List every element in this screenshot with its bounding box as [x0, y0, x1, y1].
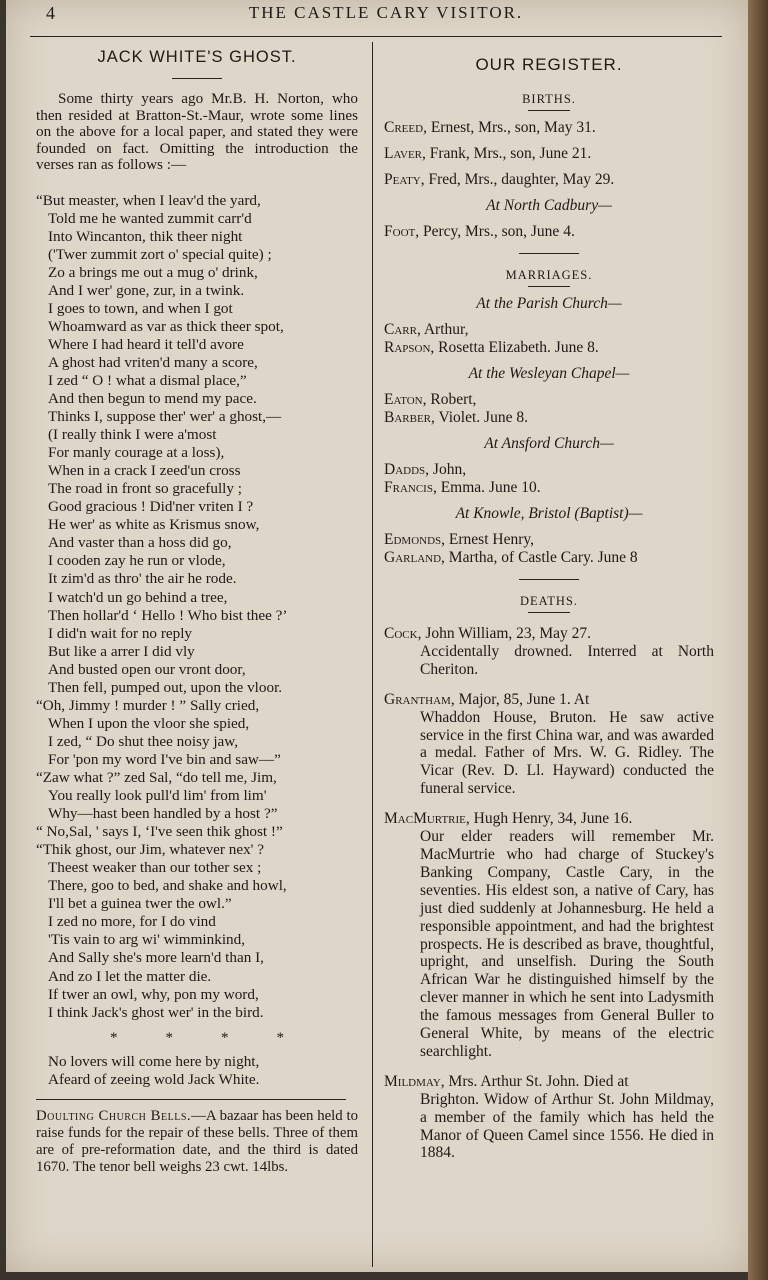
death-details: Brighton. Widow of Arthur St. John Mildmay, a member of the family which has held the Manor of Queen Camel since 1556. He died in 1884.	[420, 1090, 714, 1162]
marriage-venue: At the Parish Church—	[476, 295, 622, 312]
poem-line: And vaster than a hoss did go,	[48, 534, 232, 552]
publication-title: THE CASTLE CARY VISITOR.	[248, 3, 524, 22]
births-list	[384, 119, 714, 189]
marriage-entry	[384, 321, 714, 339]
death-first-line	[384, 625, 714, 643]
poem-line: And Sally she's more learn'd than I,	[48, 949, 264, 967]
right-column	[384, 52, 714, 1162]
marriage-venue: At Knowle, Bristol (Baptist)—	[455, 505, 643, 522]
poem-line: But like a arrer I did vly	[48, 642, 195, 660]
death-details: Whaddon House, Bruton. He saw active service in the first China war, and was awarded a medal. Father of Mrs. W. G. Ridley. The Vicar (Rev. D. Ll. Hayward) conducted the funeral service.	[420, 708, 714, 798]
entry-surname: Peaty	[384, 171, 421, 188]
title-rule	[172, 78, 222, 79]
poem-line: Then fell, pumped out, upon the vloor.	[48, 678, 283, 696]
entry-surname: Mildmay	[384, 1072, 441, 1090]
poem-line: Where I had heard it tell'd avore	[48, 335, 244, 353]
header-rule	[30, 36, 722, 37]
entry-surname: Barber	[384, 409, 432, 426]
article-title: JACK WHITE'S GHOST.	[97, 48, 297, 66]
note-text: —A bazaar has been held to raise funds for the repair of these bells. Three of them are of pre-reformation date, and the third is dated 1670. The tenor bell weighs 23 cwt. 14lbs.	[36, 1107, 358, 1175]
poem-line: A ghost had vriten'd many a score,	[48, 353, 258, 371]
entry-text: , Fred, Mrs., daughter, May 29.	[420, 171, 615, 188]
poem-line: “Zaw what ?” zed Sal, “do tell me, Jim,	[36, 769, 277, 786]
marriages-heading-text: MARRIAGES.	[505, 268, 593, 282]
entry-text: , Robert,	[422, 391, 477, 408]
entry-surname: Dadds	[384, 461, 426, 478]
poem	[36, 192, 358, 1022]
birth-entry	[384, 223, 714, 241]
poem-line: He wer' as white as Krismus snow,	[48, 516, 260, 534]
births-heading	[384, 92, 714, 111]
entry-surname: Carr	[384, 321, 417, 338]
asterisk: *	[276, 1029, 284, 1046]
asterisk: *	[221, 1029, 229, 1046]
entry-surname: Foot	[384, 223, 416, 240]
entry-surname: Cock	[384, 625, 418, 642]
marriage-entry	[384, 391, 714, 409]
deaths-heading-text: DEATHS.	[519, 594, 579, 608]
death-details: Our elder readers will remember Mr. MacMurtrie who had charge of Stuckey's Banking Company, Castle Cary, in the seventies. His eldest son, a native of Cary, has just died suddenly at Johannesburg. He held a responsible appointment, and had the brightest prospects. He is described as brave, thoughtful, upright, and unselfish. During the South African War he distinguished himself by the clever manner in which he sent into Ladysmith the famous messages from General Buller to General White, by means of the electric searchlight.	[420, 828, 714, 1060]
entry-text: , Emma. June 10.	[432, 479, 541, 496]
book-binding	[748, 0, 768, 1280]
birth-entry	[384, 119, 714, 137]
register-title: OUR REGISTER.	[475, 55, 623, 74]
entry-text: , Mrs. Arthur St. John. Died at	[440, 1072, 629, 1090]
poem-line: The road in front so gracefully ;	[48, 480, 242, 498]
entry-text: , John,	[425, 461, 467, 478]
poem-line: I zed no more, for I do vind	[48, 913, 216, 931]
marriage-entry	[384, 549, 714, 567]
poem-line: There, goo to bed, and shake and howl,	[48, 877, 287, 895]
poem-line: For manly courage at a loss),	[48, 444, 225, 462]
entry-surname: Eaton	[384, 391, 423, 408]
asterisk: *	[110, 1029, 118, 1046]
death-entry	[384, 625, 714, 679]
death-details: Accidentally drowned. Interred at North Cheriton.	[420, 642, 714, 678]
poem-closing	[36, 1053, 358, 1089]
running-head	[36, 3, 736, 25]
poem-line: “But measter, when I leav'd the yard,	[36, 191, 261, 209]
column-rule	[372, 42, 373, 1267]
births-venue: At North Cadbury—	[486, 197, 612, 214]
page-number: 4	[46, 3, 55, 23]
poem-line: I'll bet a guinea twer the owl.”	[48, 895, 232, 913]
deaths-list	[384, 625, 714, 1162]
marriage-entry	[384, 339, 714, 357]
marriage-venue: At the Wesleyan Chapel—	[468, 365, 630, 382]
births-heading-text: BIRTHS.	[522, 92, 576, 106]
marriages-list	[384, 295, 714, 567]
death-entry	[384, 1073, 714, 1163]
note-rule	[36, 1099, 346, 1100]
note-heading: Doulting Church Bells.	[36, 1107, 192, 1124]
entry-text: , Violet. June 8.	[431, 409, 528, 426]
entry-surname: Edmonds	[384, 531, 442, 548]
birth-entry	[384, 171, 714, 189]
section-rule	[519, 253, 579, 254]
poem-line: Then hollar'd ‘ Hello ! Who bist thee ?’	[48, 606, 288, 624]
poem-line: “Thik ghost, our Jim, whatever nex' ?	[36, 841, 264, 859]
poem-line: “Oh, Jimmy ! murder ! ” Sally cried,	[36, 696, 260, 714]
poem-line: And I wer' gone, zur, in a twink.	[48, 281, 245, 299]
entry-surname: Garland	[384, 549, 442, 566]
poem-line: For 'pon my word I've bin and saw—”	[48, 750, 281, 768]
poem-line: And busted open our vront door,	[48, 660, 246, 678]
poem-line: Good gracious ! Did'ner vriten I ?	[48, 498, 254, 516]
asterisk-divider	[36, 1030, 358, 1047]
poem-line: Theest weaker than our tother sex ;	[48, 859, 262, 877]
poem-line: I did'n wait for no reply	[48, 624, 193, 642]
death-first-line	[384, 691, 714, 709]
poem-line: I zed “ O ! what a dismal place,”	[48, 371, 247, 389]
poem-line: I watch'd un go behind a tree,	[48, 588, 228, 606]
entry-surname: Francis	[384, 479, 433, 496]
poem-line: I goes to town, and when I got	[48, 299, 233, 317]
entry-text: , Arthur,	[416, 321, 469, 338]
birth-entry	[384, 145, 714, 163]
entry-text: , Major, 85, June 1. At	[450, 690, 590, 708]
entry-text: , Frank, Mrs., son, June 21.	[422, 145, 592, 162]
death-first-line	[384, 1073, 714, 1091]
poem-line: Why—hast been handled by a host ?”	[48, 805, 278, 823]
poem-line: Afeard of zeeing wold Jack White.	[48, 1070, 260, 1088]
entry-text: , Percy, Mrs., son, June 4.	[415, 223, 575, 240]
poem-line: Whoamward as var as thick theer spot,	[48, 317, 284, 335]
deaths-heading	[384, 594, 714, 613]
entry-surname: Creed	[384, 119, 424, 136]
marriage-entry	[384, 461, 714, 479]
poem-line: It zim'd as thro' the air he rode.	[48, 570, 237, 588]
entry-text: , Martha, of Castle Cary. June 8	[441, 549, 638, 566]
poem-line: And then begun to mend my pace.	[48, 390, 257, 408]
poem-line: And zo I let the matter die.	[48, 967, 212, 985]
poem-line: Zo a brings me out a mug o' drink,	[48, 263, 258, 281]
marriages-heading	[384, 268, 714, 287]
poem-line: I cooden zay he run or vlode,	[48, 552, 226, 570]
poem-line: No lovers will come here by night,	[48, 1052, 260, 1070]
entry-surname: Grantham	[384, 690, 451, 708]
marriage-venue: At Ansford Church—	[484, 435, 614, 452]
article-intro	[36, 91, 358, 174]
asterisk: *	[165, 1029, 173, 1046]
poem-line: I zed, “ Do shut thee noisy jaw,	[48, 732, 239, 750]
entry-text: , Ernest Henry,	[441, 531, 534, 548]
poem-line: If twer an owl, why, pon my word,	[48, 985, 259, 1003]
poem-line: 'Tis vain to arg wi' wimminkind,	[48, 931, 246, 949]
entry-surname: MacMurtrie	[384, 810, 466, 828]
death-first-line	[384, 810, 714, 828]
intro-paragraph: Some thirty years ago Mr.B. H. Norton, who then resided at Bratton-St.-Maur, wrote some lines on the above for a local paper, and stated they were founded on fact. Omitting the introduction the verses ran as follows :—	[36, 90, 358, 173]
poem-line: You really look pull'd lim' from lim'	[48, 787, 267, 805]
church-bells-note	[36, 1108, 358, 1176]
death-entry	[384, 691, 714, 798]
entry-text: , Rosetta Elizabeth. June 8.	[430, 339, 599, 356]
poem-line: Into Wincanton, thik theer night	[48, 227, 243, 245]
poem-line: Thinks I, suppose ther' wer' a ghost,—	[48, 408, 282, 426]
section-rule	[519, 579, 579, 580]
poem-line: When I upon the vloor she spied,	[48, 714, 250, 732]
marriage-entry	[384, 409, 714, 427]
poem-line: Told me he wanted zummit carr'd	[48, 209, 252, 227]
poem-line: “ No,Sal, ' says I, ‘I've seen thik ghost !”	[36, 823, 283, 841]
entry-text: , John William, 23, May 27.	[417, 625, 592, 642]
poem-line: ('Twer zummit zort o' special quite) ;	[48, 245, 272, 263]
entry-surname: Laver	[384, 145, 422, 162]
poem-line: (I really think I were a'most	[48, 426, 217, 444]
marriage-entry	[384, 531, 714, 549]
poem-line: I think Jack's ghost wer' in the bird.	[48, 1003, 264, 1021]
marriage-entry	[384, 479, 714, 497]
death-entry	[384, 810, 714, 1061]
entry-surname: Rapson	[384, 339, 431, 356]
entry-text: , Hugh Henry, 34, June 16.	[465, 810, 633, 828]
poem-line: When in a crack I zeed'un cross	[48, 462, 241, 480]
entry-text: , Ernest, Mrs., son, May 31.	[423, 119, 596, 136]
left-column	[36, 44, 358, 1176]
